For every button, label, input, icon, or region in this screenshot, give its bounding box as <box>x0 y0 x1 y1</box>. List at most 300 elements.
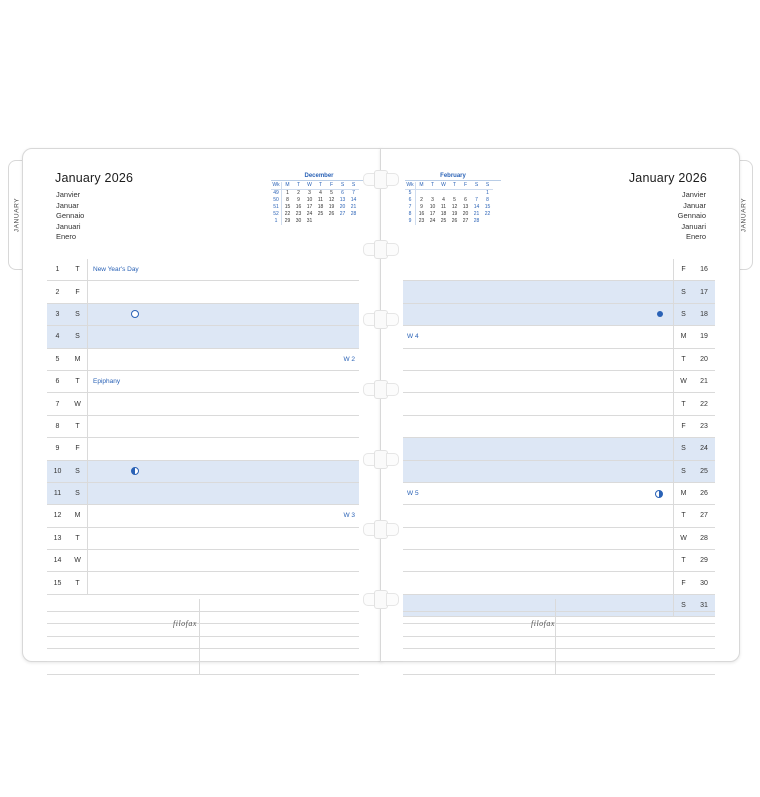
day-number: 22 <box>700 400 708 408</box>
mini-day-cell: 1 <box>271 218 282 225</box>
day-divider <box>673 438 674 459</box>
mini-header-cell: F <box>326 182 337 190</box>
day-number: 19 <box>700 333 708 341</box>
day-divider <box>87 572 88 593</box>
month-tab-left-label: JANUARY <box>13 197 21 233</box>
mini-week-row <box>271 204 359 211</box>
mini-day-cell: 31 <box>306 218 313 224</box>
moon-phase-icon <box>131 467 139 475</box>
day-of-week: M <box>680 333 687 341</box>
mini-header-cell: W <box>438 182 449 190</box>
day-divider <box>673 371 674 392</box>
mini-day-cell: 12 <box>451 204 458 210</box>
brand-left: filofax <box>173 619 197 628</box>
day-divider <box>673 393 674 414</box>
left-lang-de: Januar <box>56 200 79 210</box>
mini-day-cell: 6 <box>405 197 416 204</box>
day-of-week: T <box>681 355 686 363</box>
ring-binder-holes <box>363 150 397 656</box>
ring-hole <box>363 170 397 187</box>
day-row[interactable] <box>47 550 359 572</box>
mini-day-cell: 9 <box>420 204 423 210</box>
mini-day-cell: 13 <box>339 197 346 203</box>
moon-phase-icon <box>131 310 139 318</box>
mini-calendar-december-title: December <box>271 173 367 181</box>
mini-day-cell: 7 <box>475 197 478 203</box>
mini-day-cell: 6 <box>341 190 344 196</box>
note-line[interactable] <box>403 637 715 650</box>
day-row[interactable] <box>47 393 359 415</box>
day-row[interactable] <box>403 281 715 303</box>
left-lang-fr: Janvier <box>56 190 81 199</box>
mini-day-cell: 5 <box>405 190 416 198</box>
mini-header-cell: S <box>337 182 348 190</box>
day-of-week: T <box>75 422 80 430</box>
right-lang-it: Gennaio <box>677 211 706 220</box>
mini-day-cell: 2 <box>297 190 300 196</box>
day-of-week: T <box>681 557 686 565</box>
mini-week-row <box>405 211 493 218</box>
day-row[interactable] <box>403 438 715 460</box>
day-divider <box>673 528 674 549</box>
mini-day-cell: 8 <box>405 211 416 218</box>
mini-day-cell: 24 <box>306 211 313 217</box>
day-divider <box>87 349 88 370</box>
day-of-week: W <box>74 557 81 565</box>
right-lang-es: Enero <box>685 232 706 241</box>
mini-week-row <box>405 197 493 204</box>
mini-day-cell: 21 <box>473 211 480 217</box>
day-row[interactable] <box>403 483 715 505</box>
mini-day-cell: 52 <box>271 211 282 218</box>
ring-wing-right <box>386 243 399 256</box>
mini-calendar-december-header <box>271 182 359 190</box>
mini-calendar-february-title: February <box>405 173 501 181</box>
day-divider <box>87 416 88 437</box>
mini-day-cell <box>482 218 493 225</box>
day-number: 6 <box>55 378 60 386</box>
mini-day-cell: 18 <box>440 211 447 217</box>
note-line[interactable] <box>47 649 359 662</box>
day-divider <box>87 393 88 414</box>
mini-day-cell: 15 <box>484 204 491 210</box>
day-of-week: F <box>75 288 80 296</box>
mini-week-row <box>405 218 493 225</box>
day-row[interactable] <box>403 326 715 348</box>
mini-calendar-december <box>271 173 367 225</box>
note-line[interactable] <box>403 612 715 625</box>
day-number: 2 <box>55 288 60 296</box>
mini-day-cell: 30 <box>295 218 302 224</box>
mini-day-cell: 15 <box>284 204 291 210</box>
moon-phase-icon <box>655 490 663 498</box>
day-row[interactable] <box>47 259 359 281</box>
note-line[interactable] <box>47 599 359 612</box>
day-number: 17 <box>700 288 708 296</box>
week-number: W 4 <box>407 333 419 341</box>
day-number: 12 <box>53 512 62 520</box>
day-row[interactable] <box>47 483 359 505</box>
mini-day-cell: 49 <box>271 190 282 198</box>
mini-calendar-december-body <box>271 190 359 226</box>
mini-day-cell: 27 <box>462 218 469 224</box>
day-divider <box>673 483 674 504</box>
day-row[interactable] <box>403 259 715 281</box>
mini-day-cell <box>460 190 471 198</box>
mini-day-cell: 3 <box>431 197 434 203</box>
mini-day-cell: 19 <box>451 211 458 217</box>
day-row[interactable] <box>47 505 359 527</box>
mini-day-cell <box>416 190 428 198</box>
day-of-week: S <box>681 288 686 296</box>
mini-header-cell: W <box>304 182 315 190</box>
day-number: 11 <box>53 490 62 498</box>
mini-day-cell: 29 <box>284 218 291 224</box>
day-of-week: M <box>74 355 81 363</box>
day-row[interactable] <box>403 505 715 527</box>
day-number: 20 <box>700 355 708 363</box>
day-divider <box>673 550 674 571</box>
day-number: 27 <box>700 512 708 520</box>
mini-day-cell: 1 <box>486 190 489 196</box>
mini-header-cell: S <box>471 182 482 190</box>
day-of-week: F <box>681 579 686 587</box>
ring-wing-right <box>386 383 399 396</box>
note-line[interactable] <box>403 599 715 612</box>
day-divider <box>673 572 674 593</box>
right-page-title: January 2026 <box>628 171 707 185</box>
mini-day-cell <box>315 218 326 225</box>
mini-day-cell <box>427 190 438 198</box>
right-lang-fr: Janvier <box>681 190 706 199</box>
mini-day-cell: 4 <box>319 190 322 196</box>
day-row[interactable] <box>47 304 359 326</box>
day-of-week: T <box>681 400 686 408</box>
mini-day-cell: 17 <box>306 204 313 210</box>
day-divider <box>87 550 88 571</box>
day-of-week: S <box>75 490 80 498</box>
mini-week-row <box>271 211 359 218</box>
day-number: 21 <box>700 378 708 386</box>
day-number: 16 <box>700 266 708 274</box>
mini-day-cell: 25 <box>440 218 447 224</box>
day-row[interactable] <box>403 349 715 371</box>
day-divider <box>673 281 674 302</box>
mini-day-cell <box>438 190 449 198</box>
mini-day-cell: 13 <box>462 204 469 210</box>
mini-day-cell: 12 <box>328 197 335 203</box>
note-column-divider <box>199 599 200 675</box>
ring-hole <box>363 310 397 327</box>
day-number: 14 <box>53 557 62 565</box>
mini-day-cell: 26 <box>328 211 335 217</box>
mini-day-cell: 1 <box>286 190 289 196</box>
day-number: 30 <box>700 579 708 587</box>
mini-day-cell: 26 <box>451 218 458 224</box>
day-of-week: T <box>75 378 80 386</box>
right-note-lines[interactable] <box>403 599 715 675</box>
day-of-week: F <box>75 445 80 453</box>
ring-hole <box>363 520 397 537</box>
mini-day-cell: 14 <box>473 204 480 210</box>
mini-header-cell: S <box>348 182 359 190</box>
moon-phase-icon <box>657 311 663 317</box>
mini-header-cell: T <box>315 182 326 190</box>
ring-wing-right <box>386 313 399 326</box>
day-of-week: W <box>74 400 81 408</box>
mini-day-cell: 5 <box>453 197 456 203</box>
month-tab-right-label: JANUARY <box>740 197 748 233</box>
mini-day-cell: 23 <box>418 218 425 224</box>
mini-calendar-february-table <box>405 182 493 225</box>
day-divider <box>87 483 88 504</box>
mini-header-cell: S <box>482 182 493 190</box>
day-divider <box>87 371 88 392</box>
day-of-week: T <box>681 512 686 520</box>
day-number: 9 <box>55 445 60 453</box>
note-line[interactable] <box>47 637 359 650</box>
mini-day-cell: 51 <box>271 204 282 211</box>
day-divider <box>87 281 88 302</box>
day-of-week: W <box>680 378 687 386</box>
week-number: W 2 <box>343 355 355 363</box>
note-line[interactable] <box>403 649 715 662</box>
day-number: 18 <box>700 310 708 318</box>
day-row[interactable] <box>47 326 359 348</box>
day-row[interactable] <box>47 371 359 393</box>
day-row[interactable] <box>47 528 359 550</box>
mini-calendar-february-header <box>405 182 493 190</box>
day-of-week: S <box>75 310 80 318</box>
day-of-week: S <box>681 445 686 453</box>
mini-header-cell: M <box>282 182 294 190</box>
day-of-week: F <box>681 422 686 430</box>
mini-day-cell: 10 <box>306 197 313 203</box>
note-line[interactable] <box>403 662 715 675</box>
day-row[interactable] <box>403 304 715 326</box>
left-note-lines[interactable] <box>47 599 359 675</box>
mini-day-cell <box>449 190 460 198</box>
day-of-week: S <box>681 467 686 475</box>
ring-hole <box>363 450 397 467</box>
day-number: 23 <box>700 422 708 430</box>
ring-wing-right <box>386 453 399 466</box>
holiday-note: New Year's Day <box>93 266 139 274</box>
mini-header-cell: T <box>427 182 438 190</box>
left-lang-nl: Januari <box>56 221 81 231</box>
mini-day-cell <box>337 218 348 225</box>
mini-day-cell: 9 <box>405 218 416 225</box>
right-lang-de: Januar <box>683 200 706 210</box>
day-row[interactable] <box>403 550 715 572</box>
day-number: 3 <box>55 310 60 318</box>
mini-day-cell: 8 <box>286 197 289 203</box>
day-number: 5 <box>55 355 60 363</box>
day-number: 1 <box>55 266 60 274</box>
mini-day-cell: 8 <box>486 197 489 203</box>
day-number: 31 <box>700 602 708 610</box>
ring-wing-right <box>386 593 399 606</box>
mini-day-cell: 7 <box>352 190 355 196</box>
mini-day-cell: 11 <box>317 197 324 203</box>
holiday-note: Epiphany <box>93 378 121 386</box>
day-number: 7 <box>55 400 60 408</box>
mini-day-cell: 20 <box>462 211 469 217</box>
day-row[interactable] <box>403 416 715 438</box>
note-line[interactable] <box>403 624 715 637</box>
day-of-week: W <box>680 534 687 542</box>
day-of-week: T <box>75 534 80 542</box>
right-page <box>380 148 740 662</box>
day-divider <box>673 304 674 325</box>
mini-day-cell: 9 <box>297 197 300 203</box>
day-divider <box>87 438 88 459</box>
day-divider <box>87 461 88 482</box>
day-divider <box>87 505 88 526</box>
day-row[interactable] <box>403 528 715 550</box>
mini-day-cell: 17 <box>429 211 436 217</box>
day-divider <box>87 326 88 347</box>
mini-header-cell: Wk <box>406 182 414 188</box>
day-number: 26 <box>700 490 708 498</box>
right-language-list <box>678 190 706 243</box>
day-row[interactable] <box>47 572 359 594</box>
day-row[interactable] <box>403 461 715 483</box>
mini-day-cell: 10 <box>429 204 436 210</box>
mini-day-cell <box>348 218 359 225</box>
mini-day-cell: 22 <box>284 211 291 217</box>
ring-hole <box>363 590 397 607</box>
day-number: 28 <box>700 534 708 542</box>
day-row[interactable] <box>403 572 715 594</box>
mini-day-cell: 3 <box>308 190 311 196</box>
mini-day-cell: 25 <box>317 211 324 217</box>
mini-day-cell: 18 <box>317 204 324 210</box>
day-of-week: F <box>681 266 686 274</box>
week-number: W 5 <box>407 490 419 498</box>
mini-day-cell: 23 <box>295 211 302 217</box>
mini-calendar-february-body <box>405 190 493 226</box>
note-line[interactable] <box>47 624 359 637</box>
day-of-week: T <box>75 266 80 274</box>
mini-header-cell: M <box>416 182 428 190</box>
left-page-title: January 2026 <box>55 171 134 185</box>
ring-wing-right <box>386 523 399 536</box>
mini-day-cell: 19 <box>328 204 335 210</box>
day-number: 24 <box>700 445 708 453</box>
note-line[interactable] <box>47 662 359 675</box>
left-lang-es: Enero <box>56 232 77 241</box>
day-number: 8 <box>55 422 60 430</box>
day-row[interactable] <box>47 461 359 483</box>
mini-day-cell: 4 <box>442 197 445 203</box>
mini-day-cell: 21 <box>350 204 357 210</box>
day-number: 4 <box>55 333 60 341</box>
day-row[interactable] <box>47 281 359 303</box>
day-of-week: T <box>75 579 80 587</box>
day-row[interactable] <box>47 438 359 460</box>
day-divider <box>673 416 674 437</box>
day-divider <box>673 259 674 280</box>
ring-hole <box>363 240 397 257</box>
day-row[interactable] <box>403 393 715 415</box>
mini-header-cell: T <box>449 182 460 190</box>
ring-wing-right <box>386 173 399 186</box>
brand-right: filofax <box>531 619 555 628</box>
mini-day-cell: 5 <box>330 190 333 196</box>
mini-day-cell: 20 <box>339 204 346 210</box>
day-divider <box>87 528 88 549</box>
mini-day-cell: 7 <box>405 204 416 211</box>
day-number: 15 <box>53 579 62 587</box>
mini-week-row <box>271 197 359 204</box>
mini-day-cell: 24 <box>429 218 436 224</box>
mini-day-cell <box>471 190 482 198</box>
day-divider <box>87 259 88 280</box>
left-day-grid <box>47 259 359 595</box>
mini-week-row <box>271 190 359 198</box>
mini-week-row <box>405 204 493 211</box>
mini-day-cell: 22 <box>484 211 491 217</box>
day-row[interactable] <box>403 371 715 393</box>
day-divider <box>87 304 88 325</box>
mini-day-cell: 2 <box>420 197 423 203</box>
day-divider <box>673 461 674 482</box>
mini-header-cell: F <box>460 182 471 190</box>
note-line[interactable] <box>47 612 359 625</box>
day-row[interactable] <box>47 416 359 438</box>
mini-day-cell: 11 <box>440 204 447 210</box>
day-of-week: M <box>74 512 81 520</box>
left-lang-it: Gennaio <box>56 211 85 220</box>
day-number: 10 <box>53 467 62 475</box>
mini-header-cell: T <box>293 182 304 190</box>
left-page <box>22 148 382 662</box>
day-of-week: M <box>680 490 687 498</box>
ring-hole <box>363 380 397 397</box>
day-row[interactable] <box>47 349 359 371</box>
left-language-list <box>56 190 84 243</box>
mini-day-cell: 6 <box>464 197 467 203</box>
mini-day-cell: 14 <box>350 197 357 203</box>
mini-calendar-december-table <box>271 182 359 225</box>
day-divider <box>673 505 674 526</box>
mini-day-cell: 28 <box>473 218 480 224</box>
day-of-week: S <box>681 602 686 610</box>
right-day-grid <box>403 259 715 617</box>
day-number: 13 <box>53 534 62 542</box>
note-column-divider <box>555 599 556 675</box>
mini-day-cell: 16 <box>295 204 302 210</box>
right-lang-nl: Januari <box>681 221 706 231</box>
day-divider <box>673 349 674 370</box>
day-number: 25 <box>700 467 708 475</box>
day-divider <box>673 326 674 347</box>
mini-day-cell: 28 <box>350 211 357 217</box>
mini-day-cell: 16 <box>418 211 425 217</box>
mini-week-row <box>271 218 359 225</box>
mini-calendar-february <box>405 173 501 225</box>
day-of-week: S <box>75 333 80 341</box>
mini-header-cell: Wk <box>272 182 280 188</box>
week-number: W 3 <box>343 512 355 520</box>
mini-day-cell <box>326 218 337 225</box>
mini-week-row <box>405 190 493 198</box>
mini-day-cell: 50 <box>271 197 282 204</box>
day-of-week: S <box>681 310 686 318</box>
day-number: 29 <box>700 557 708 565</box>
day-of-week: S <box>75 467 80 475</box>
